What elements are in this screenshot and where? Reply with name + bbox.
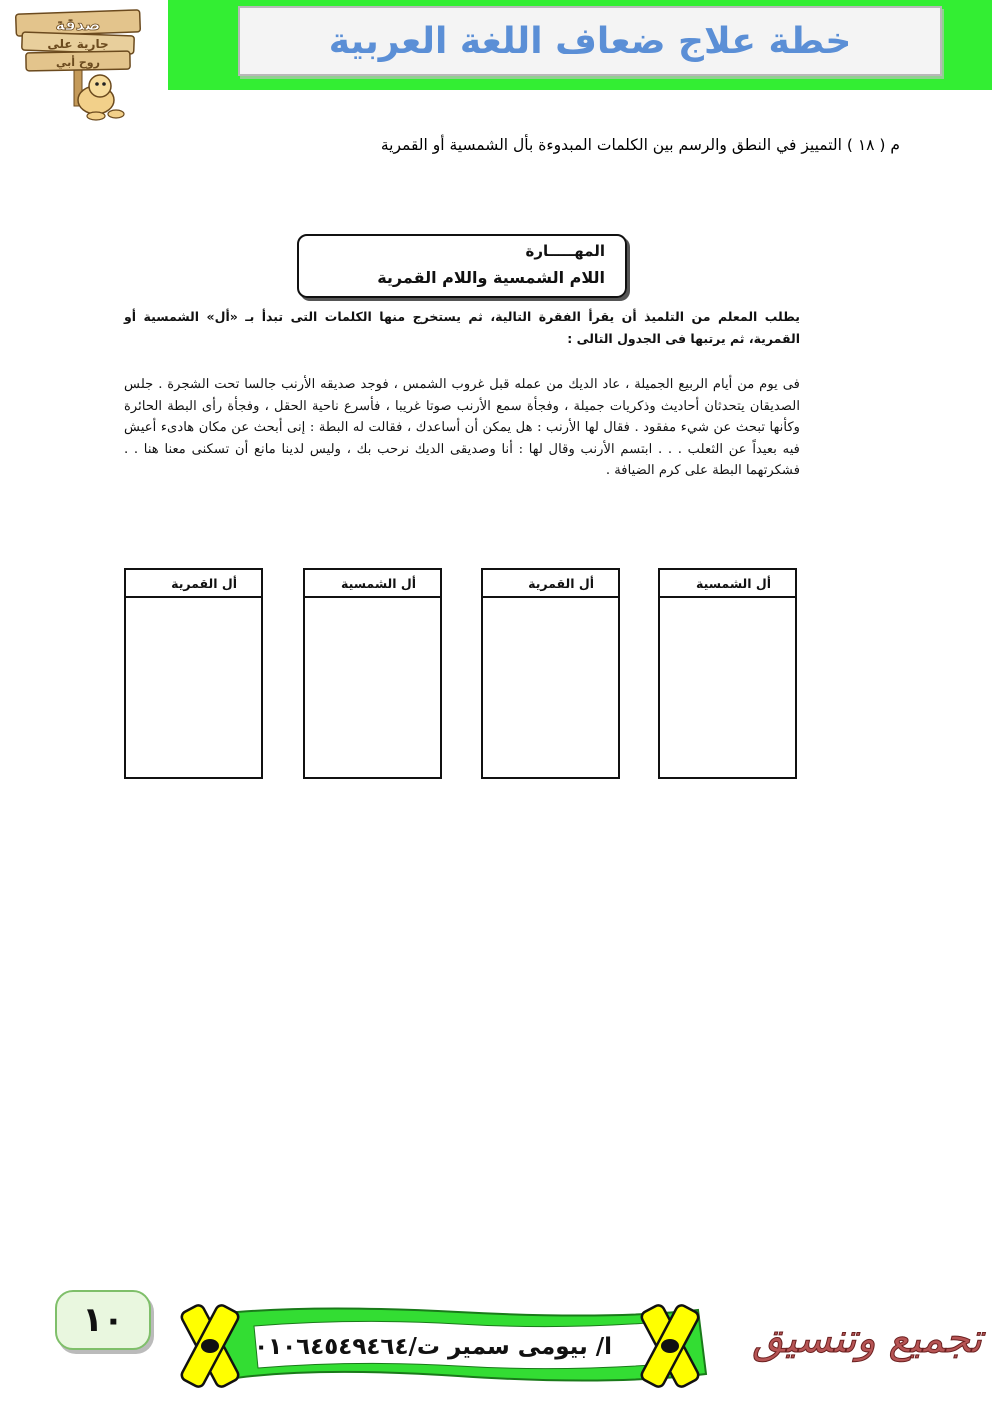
logo-text-line-3: روح أبي — [56, 56, 100, 69]
header-title-box — [238, 6, 942, 76]
table-column-qamariya-2 — [124, 568, 263, 779]
page-title: خطة علاج ضعاف اللغة العربية — [328, 20, 852, 62]
table-column-qamariya-1 — [481, 568, 620, 779]
skill-box — [297, 234, 627, 298]
page-number-box — [55, 1290, 151, 1350]
story-paragraph: فى يوم من أيام الربيع الجميلة ، عاد الديك من عمله قبل غروب الشمس ، فوجد صديقه الأرنب جالسا تحت الشجرة . جلس الصديقان يتحدثان أحاديث وذكريات جميلة ، وفجأة سمع الأرنب صوتا غريبا ، فأسرع ناحية الحقل ، وفجأة رأى البطة الحائرة وكأنها تبحث عن شيء مفقود . فقال لها الأرنب : هل يمكن أن أساعدك ، فقالت له البطة : إنى أبحث عن مكان هادىء أعيش فيه بعيداً عن الثعلب . . . ابتسم الأرنب وقال لها : أنا وصديقى الديك نرحب بك ، وليس لدينا مانع أن تسكنى معنا هنا . . فشكرتهما البطة على كرم الضيافة . — [124, 377, 800, 479]
logo-text-line-1: صدقة — [55, 15, 101, 34]
skill-heading: المهـــــارة — [525, 242, 605, 260]
teacher-instruction: يطلب المعلم من التلميذ أن يقرأ الفقرة التالية، ثم يستخرج منها الكلمات التى تبدأ بـ «أل» الشمسية أو القمرية، ثم يرتبها فى الجدول التالى : — [124, 309, 800, 346]
compiled-by-credit: تجميع وتنسيق — [752, 1316, 982, 1362]
column-header: أل القمرية — [126, 570, 261, 598]
column-header: أل الشمسية — [305, 570, 440, 598]
table-column-shamsiya-1 — [658, 568, 797, 779]
author-contact: ا/ بيومى سمير ت/٠١٠٦٤٥٤٩٤٦٤ — [254, 1334, 612, 1360]
skill-title: اللام الشمسية واللام القمرية — [377, 268, 605, 287]
logo-text-line-2: جارية على — [47, 37, 109, 51]
objective-line: م ( ١٨ ) التمييز في النطق والرسم بين الكلمات المبدوءة بأل الشمسية أو القمرية — [380, 136, 900, 154]
column-header: أل الشمسية — [660, 570, 795, 598]
page-number: ١٠ — [82, 1300, 124, 1340]
column-header: أل القمرية — [483, 570, 618, 598]
table-column-shamsiya-2 — [303, 568, 442, 779]
charity-sign-logo — [8, 6, 148, 124]
